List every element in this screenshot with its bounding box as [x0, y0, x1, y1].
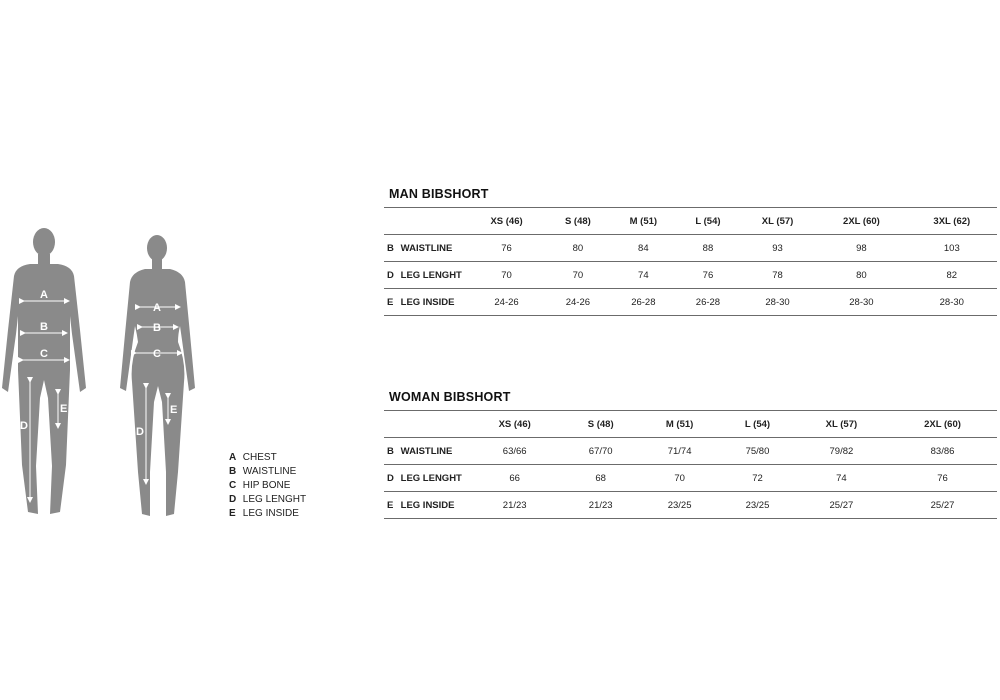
table-cell: 67/70: [562, 438, 639, 465]
size-header: 2XL (60): [888, 411, 997, 438]
size-header: L (54): [677, 208, 739, 235]
table-cell: 74: [610, 262, 677, 289]
legend-key: B: [229, 466, 237, 477]
table-row: [384, 438, 997, 465]
table-cell: 25/27: [888, 492, 997, 519]
row-label: [384, 438, 467, 465]
table-cell: 26-28: [610, 289, 677, 316]
table-row: [384, 235, 997, 262]
table-cell: 80: [816, 262, 906, 289]
table-cell: 68: [562, 465, 639, 492]
size-header: S (48): [546, 208, 610, 235]
row-label: [384, 465, 467, 492]
table-cell: 28-30: [907, 289, 997, 316]
woman-figure: [120, 235, 195, 516]
row-key: D: [387, 472, 394, 484]
header-corner: [384, 411, 467, 438]
man-figure: [2, 228, 86, 514]
size-header: 3XL (62): [907, 208, 997, 235]
row-label: [384, 492, 467, 519]
woman-label-b: B: [153, 322, 161, 334]
table-cell: 83/86: [888, 438, 997, 465]
size-header: XS (46): [467, 208, 546, 235]
table-cell: 70: [467, 262, 546, 289]
table-row: [384, 262, 997, 289]
table-cell: 24-26: [546, 289, 610, 316]
size-header: XL (57): [739, 208, 816, 235]
table-cell: 76: [888, 465, 997, 492]
table-cell: 23/25: [639, 492, 720, 519]
table-cell: 93: [739, 235, 816, 262]
woman-label-a: A: [153, 302, 161, 314]
legend-item: [229, 479, 306, 493]
table-cell: 82: [907, 262, 997, 289]
size-header: XS (46): [467, 411, 562, 438]
table-cell: 78: [739, 262, 816, 289]
row-key: B: [387, 445, 394, 457]
size-header: M (51): [639, 411, 720, 438]
table-cell: 26-28: [677, 289, 739, 316]
table-cell: 28-30: [739, 289, 816, 316]
header-corner: [384, 208, 467, 235]
table-cell: 76: [677, 262, 739, 289]
row-name: LEG INSIDE: [400, 296, 455, 308]
table-row: [384, 492, 997, 519]
woman-table-title: WOMAN BIBSHORT: [389, 390, 511, 404]
row-label: [384, 289, 467, 316]
table-cell: 66: [467, 465, 562, 492]
row-key: B: [387, 242, 394, 254]
row-name: WAISTLINE: [400, 242, 453, 254]
legend-key: A: [229, 452, 237, 463]
legend-item: [229, 507, 306, 521]
table-cell: 70: [546, 262, 610, 289]
table-cell: 28-30: [816, 289, 906, 316]
table-header-row: [384, 208, 997, 235]
legend-label: LEG LENGHT: [242, 494, 307, 505]
table-cell: 84: [610, 235, 677, 262]
table-cell: 103: [907, 235, 997, 262]
table-cell: 75/80: [720, 438, 795, 465]
man-label-a: A: [40, 289, 48, 301]
row-name: LEG LENGHT: [400, 472, 462, 484]
table-row: [384, 289, 997, 316]
legend-label: WAISTLINE: [242, 466, 297, 477]
legend-key: C: [229, 480, 237, 491]
size-header: XL (57): [795, 411, 888, 438]
row-label: [384, 235, 467, 262]
measurement-legend: [229, 451, 306, 521]
table-cell: 79/82: [795, 438, 888, 465]
row-name: WAISTLINE: [400, 445, 453, 457]
legend-item: [229, 451, 306, 465]
table-cell: 21/23: [562, 492, 639, 519]
table-cell: 23/25: [720, 492, 795, 519]
row-key: D: [387, 269, 394, 281]
man-label-e: E: [60, 403, 68, 415]
legend-label: CHEST: [242, 452, 277, 463]
legend-label: HIP BONE: [242, 480, 291, 491]
body-figures: [0, 210, 210, 530]
woman-label-c: C: [153, 348, 161, 360]
size-header: S (48): [562, 411, 639, 438]
table-cell: 63/66: [467, 438, 562, 465]
table-cell: 71/74: [639, 438, 720, 465]
table-cell: 88: [677, 235, 739, 262]
table-row: [384, 465, 997, 492]
woman-size-table: [384, 410, 997, 519]
table-cell: 24-26: [467, 289, 546, 316]
woman-label-e: E: [170, 404, 178, 416]
row-label: [384, 262, 467, 289]
table-cell: 21/23: [467, 492, 562, 519]
legend-label: LEG INSIDE: [242, 508, 299, 519]
man-label-b: B: [40, 321, 48, 333]
table-cell: 98: [816, 235, 906, 262]
man-size-table: [384, 207, 997, 316]
size-header: M (51): [610, 208, 677, 235]
row-key: E: [387, 499, 394, 511]
legend-key: D: [229, 494, 237, 505]
table-cell: 80: [546, 235, 610, 262]
table-cell: 25/27: [795, 492, 888, 519]
man-label-c: C: [40, 348, 48, 360]
size-header: 2XL (60): [816, 208, 906, 235]
legend-item: [229, 465, 306, 479]
table-cell: 72: [720, 465, 795, 492]
row-name: LEG LENGHT: [400, 269, 462, 281]
row-key: E: [387, 296, 394, 308]
man-label-d: D: [20, 420, 28, 432]
table-header-row: [384, 411, 997, 438]
man-table-title: MAN BIBSHORT: [389, 187, 489, 201]
row-name: LEG INSIDE: [400, 499, 455, 511]
table-cell: 70: [639, 465, 720, 492]
legend-item: [229, 493, 306, 507]
size-header: L (54): [720, 411, 795, 438]
legend-key: E: [229, 508, 236, 519]
table-cell: 76: [467, 235, 546, 262]
woman-label-d: D: [136, 426, 144, 438]
table-cell: 74: [795, 465, 888, 492]
